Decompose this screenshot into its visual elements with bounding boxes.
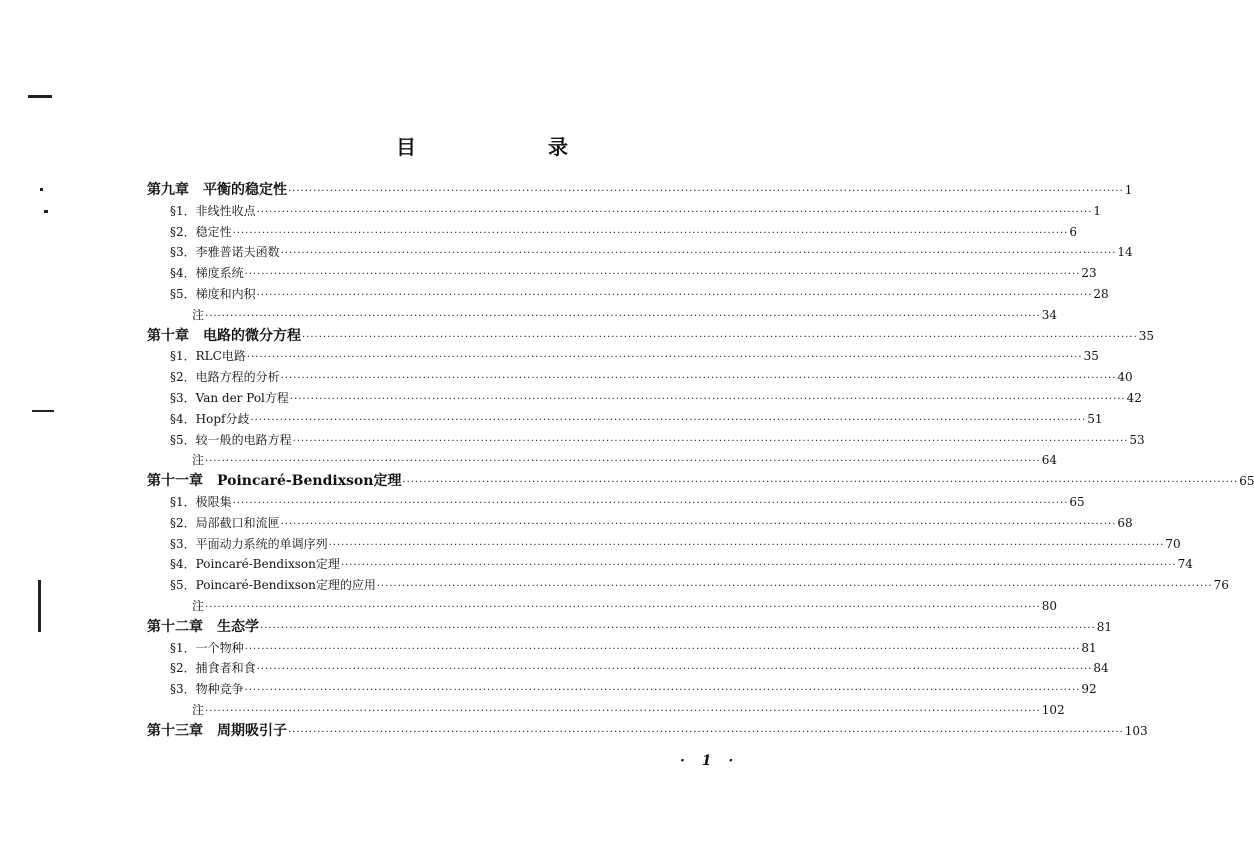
toc-section-entry <box>170 200 1102 220</box>
scan-mark <box>38 580 41 632</box>
toc-entry-label: §5．梯度和内积 <box>170 287 256 301</box>
toc-entry-label: §2．局部截口和流匣 <box>170 515 280 530</box>
toc-entry-page: 80 <box>1041 599 1058 613</box>
dot-leader: ········································································································································································································ <box>232 227 1069 239</box>
toc-entry-page: 1 <box>1093 203 1102 218</box>
toc-section-entry <box>170 262 1097 282</box>
toc-entry-page: 81 <box>1096 619 1113 634</box>
toc-entry-label: 第十一章 Poincaré-Bendixson定理 <box>147 473 402 490</box>
dot-leader: ········································································································································································································ <box>289 394 1126 405</box>
toc-entry-label: §3．平面动力系统的单调序列 <box>170 536 328 551</box>
scan-mark <box>32 410 54 412</box>
dot-leader: ········································································································································································································ <box>402 477 1239 489</box>
toc-entry-page: 74 <box>1177 557 1193 572</box>
scan-mark <box>44 210 48 213</box>
toc-entry-page: 40 <box>1117 370 1133 385</box>
dot-leader: ········································································································································································································ <box>328 539 1165 551</box>
toc-section-entry <box>170 574 1229 594</box>
dot-leader: ········································································································································································································ <box>292 435 1129 447</box>
toc-chapter-entry <box>147 325 1155 345</box>
toc-entry-label: §5．Poincaré-Bendixson定理的应用 <box>170 578 376 593</box>
toc-note-entry <box>192 595 1058 615</box>
scan-mark <box>40 188 43 191</box>
toc-note-entry <box>192 449 1058 469</box>
toc-section-entry <box>170 637 1097 657</box>
toc-section-entry <box>170 221 1078 241</box>
toc-entry-page: 103 <box>1124 723 1148 738</box>
toc-section-entry <box>170 366 1133 386</box>
toc-entry-page: 51 <box>1087 411 1103 426</box>
toc-entry-page: 70 <box>1165 536 1181 551</box>
toc-entry-label: §4．Hopf分歧 <box>170 411 250 426</box>
toc-section-entry <box>170 491 1085 511</box>
toc-entry-label: §1．极限集 <box>170 495 232 509</box>
toc-entry-label: §3．李雅普诺夫函数 <box>170 245 280 260</box>
dot-leader: ········································································································································································································ <box>205 602 1041 613</box>
toc-entry-label: 注 <box>192 599 205 613</box>
toc-section-entry <box>170 408 1103 428</box>
toc-entry-label: §1．RLC电路 <box>170 349 246 364</box>
dot-leader: ········································································································································································································ <box>302 331 1138 343</box>
footer-page-number: · 1 · <box>680 753 740 769</box>
toc-entry-label: 注 <box>192 453 205 468</box>
dot-leader: ········································································································································································································ <box>288 186 1124 197</box>
toc-entry-page: 35 <box>1138 328 1155 343</box>
toc-entry-label: §2．捕食者和食 <box>170 661 256 676</box>
scan-mark <box>28 95 52 98</box>
toc-entry-label: §5．较一般的电路方程 <box>170 432 292 447</box>
dot-leader: ········································································································································································································ <box>250 414 1087 426</box>
toc-entry-label: 注 <box>192 307 205 322</box>
dot-leader: ········································································································································································································ <box>244 643 1081 655</box>
toc-entry-page: 92 <box>1081 682 1097 697</box>
toc-note-entry <box>192 699 1065 719</box>
toc-section-entry <box>170 283 1109 303</box>
toc-entry-label: 注 <box>192 703 205 717</box>
dot-leader: ········································································································································································································ <box>205 706 1041 717</box>
toc-entry-page: 28 <box>1093 287 1109 301</box>
toc-entry-page: 6 <box>1069 224 1078 239</box>
toc-entry-page: 84 <box>1093 661 1109 676</box>
toc-section-entry <box>170 429 1145 449</box>
dot-leader: ········································································································································································································ <box>256 664 1093 676</box>
toc-entry-page: 81 <box>1081 640 1097 655</box>
toc-entry-page: 68 <box>1117 515 1133 530</box>
dot-leader: ········································································································································································································ <box>340 560 1177 572</box>
dot-leader: ········································································································································································································ <box>280 373 1117 385</box>
toc-chapter-entry <box>147 720 1148 740</box>
toc-entry-label: 第十章 电路的微分方程 <box>147 327 301 344</box>
toc-entry-label: §4．Poincaré-Bendixson定理 <box>170 557 340 572</box>
toc-section-entry <box>170 678 1097 698</box>
page-title: 目 录 <box>396 135 624 159</box>
toc-section-entry <box>170 345 1099 365</box>
toc-entry-page: 64 <box>1041 453 1058 468</box>
dot-leader: ········································································································································································································ <box>376 581 1213 593</box>
toc-entry-label: §1．一个物种 <box>170 640 244 655</box>
dot-leader: ········································································································································································································ <box>280 248 1117 260</box>
dot-leader: ········································································································································································································ <box>288 726 1124 738</box>
dot-leader: ········································································································································································································ <box>246 352 1083 364</box>
dot-leader: ········································································································································································································ <box>244 269 1081 281</box>
toc-entry-page: 76 <box>1213 578 1229 593</box>
toc-entry-page: 53 <box>1129 432 1145 447</box>
toc-section-entry <box>170 553 1193 573</box>
toc-entry-page: 23 <box>1081 266 1097 281</box>
toc-entry-page: 35 <box>1083 349 1099 364</box>
toc-entry-page: 65 <box>1069 495 1085 509</box>
dot-leader: ········································································································································································································ <box>256 290 1093 301</box>
toc-section-entry <box>170 533 1181 553</box>
toc-entry-page: 65 <box>1239 474 1254 489</box>
toc-entry-label: §3．物种竞争 <box>170 682 244 697</box>
toc-chapter-entry <box>147 616 1113 636</box>
toc-entry-label: §2．电路方程的分析 <box>170 370 280 385</box>
toc-entry-label: §3．Van der Pol方程 <box>170 391 289 405</box>
dot-leader: ········································································································································································································ <box>232 498 1069 509</box>
toc-entry-page: 34 <box>1041 307 1058 322</box>
dot-leader: ········································································································································································································ <box>205 456 1041 468</box>
dot-leader: ········································································································································································································ <box>256 206 1093 218</box>
toc-chapter-entry <box>147 179 1133 199</box>
toc-entry-page: 42 <box>1126 391 1142 405</box>
dot-leader: ········································································································································································································ <box>280 518 1117 530</box>
toc-entry-page: 14 <box>1117 245 1133 260</box>
toc-note-entry <box>192 304 1058 324</box>
toc-entry-label: 第九章 平衡的稳定性 <box>147 182 287 198</box>
toc-section-entry <box>170 657 1109 677</box>
dot-leader: ········································································································································································································ <box>205 310 1041 322</box>
toc-entry-label: §4．梯度系统 <box>170 266 244 281</box>
toc-section-entry <box>170 387 1142 407</box>
toc-entry-page: 102 <box>1041 703 1065 717</box>
toc-section-entry <box>170 241 1133 261</box>
toc-chapter-entry <box>147 470 1254 490</box>
toc-entry-page: 1 <box>1124 183 1133 197</box>
toc-section-entry <box>170 512 1133 532</box>
toc-entry-label: 第十二章 生态学 <box>147 618 259 635</box>
toc-entry-label: 第十三章 周期吸引子 <box>147 722 287 739</box>
toc-entry-label: §1．非线性收点 <box>170 203 256 218</box>
dot-leader: ········································································································································································································ <box>260 622 1096 634</box>
dot-leader: ········································································································································································································ <box>244 685 1081 697</box>
toc-entry-label: §2．稳定性 <box>170 224 232 239</box>
